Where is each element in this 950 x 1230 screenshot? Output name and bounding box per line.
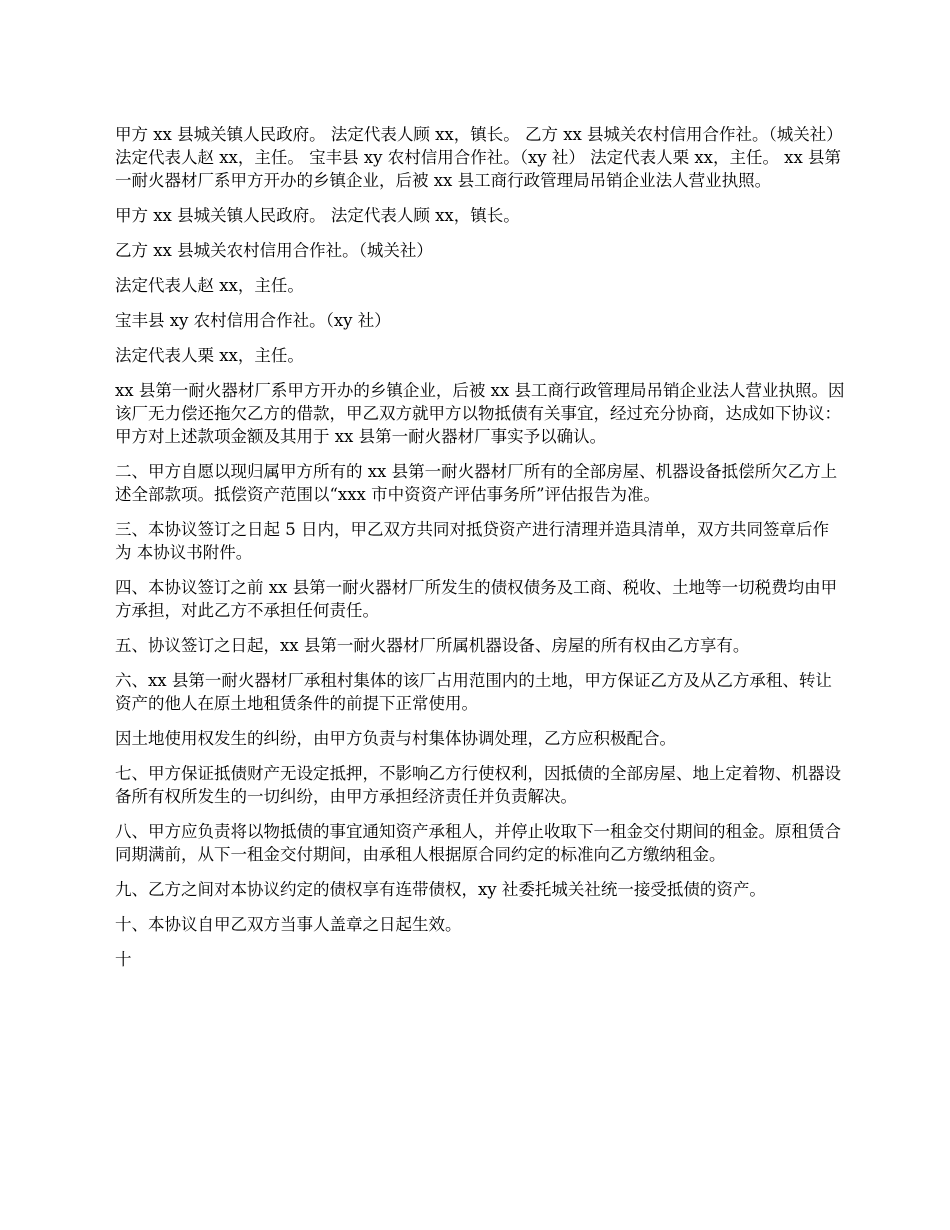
paragraph-party-a: 甲方 xx 县城关镇人民政府。 法定代表人顾 xx，镇长。 [115,206,520,225]
paragraph-clause-6: 六、xx 县第一耐火器材厂承租村集体的该厂占用范围内的土地，甲方保证乙方及从乙方承租、转让资产的他人在原土地租赁条件的前提下正常使用。 [115,671,832,713]
paragraph-clause-9: 九、乙方之间对本协议约定的债权享有连带债权，xy 社委托城关社统一接受抵债的资产。 [115,880,766,899]
paragraph-party-c: 宝丰县 xy 农村信用合作社。（xy 社） [115,311,391,330]
paragraph-party-b: 乙方 xx 县城关农村信用合作社。（城关社） [115,241,433,260]
paragraph-clause-10: 十、本协议自甲乙双方当事人盖章之日起生效。 [115,915,462,934]
paragraph-clause-6-note: 因土地使用权发生的纠纷，由甲方负责与村集体协调处理，乙方应积极配合。 [115,729,676,748]
paragraph-clause-2: 二、甲方自愿以现归属甲方所有的 xx 县第一耐火器材厂所有的全部房屋、机器设备抵偿所欠乙方上述全部款项。抵偿资产范围以“xxx 市中资资产评估事务所”评估报告为准。 [115,462,838,504]
paragraph-clause-3: 三、本协议签订之日起 5 日内，甲乙双方共同对抵贷资产进行清理并造具清单，双方共同签章后作为 本协议书附件。 [115,520,829,562]
paragraph-intro: 甲方 xx 县城关镇人民政府。 法定代表人顾 xx，镇长。 乙方 xx 县城关农村信用合作社。（城关社） 法定代表人赵 xx，主任。 宝丰县 xy 农村信用合作社。（xy 社） 法定代表人栗 xx，主任。 xx 县第一耐火器材厂系甲方开办的乡镇企业，后被 xx 县工商行政管理局吊销企业法人营业执照。 [115,125,843,190]
paragraph-clause-7: 七、甲方保证抵债财产无设定抵押，不影响乙方行使权利，因抵债的全部房屋、地上定着物、机器设备所有权所发生的一切纠纷，由甲方承担经济责任并负责解决。 [115,764,841,806]
paragraph-clause-5: 五、协议签订之日起，xx 县第一耐火器材厂所属机器设备、房屋的所有权由乙方享有。 [115,636,750,655]
paragraph-party-b-representative: 法定代表人赵 xx，主任。 [115,276,304,295]
document-body [115,123,845,983]
paragraph-clause-11-fragment: 十 [115,950,132,969]
paragraph-clause-4: 四、本协议签订之前 xx 县第一耐火器材厂所发生的债权债务及工商、税收、土地等一切税费均由甲方承担，对此乙方不承担任何责任。 [115,578,838,620]
paragraph-background: xx 县第一耐火器材厂系甲方开办的乡镇企业，后被 xx 县工商行政管理局吊销企业法人营业执照。因该厂无力偿还拖欠乙方的借款，甲乙双方就甲方以物抵债有关事宜，经过充分协商，达成如下协议： 甲方对上述款项金额及其用于 xx 县第一耐火器材厂事实予以确认。 [115,381,845,446]
paragraph-party-c-representative: 法定代表人栗 xx，主任。 [115,346,304,365]
paragraph-clause-8: 八、甲方应负责将以物抵债的事宜通知资产承租人，并停止收取下一租金交付期间的租金。原租赁合同期满前，从下一租金交付期间，由承租人根据原合同约定的标准向乙方缴纳租金。 [115,822,841,864]
